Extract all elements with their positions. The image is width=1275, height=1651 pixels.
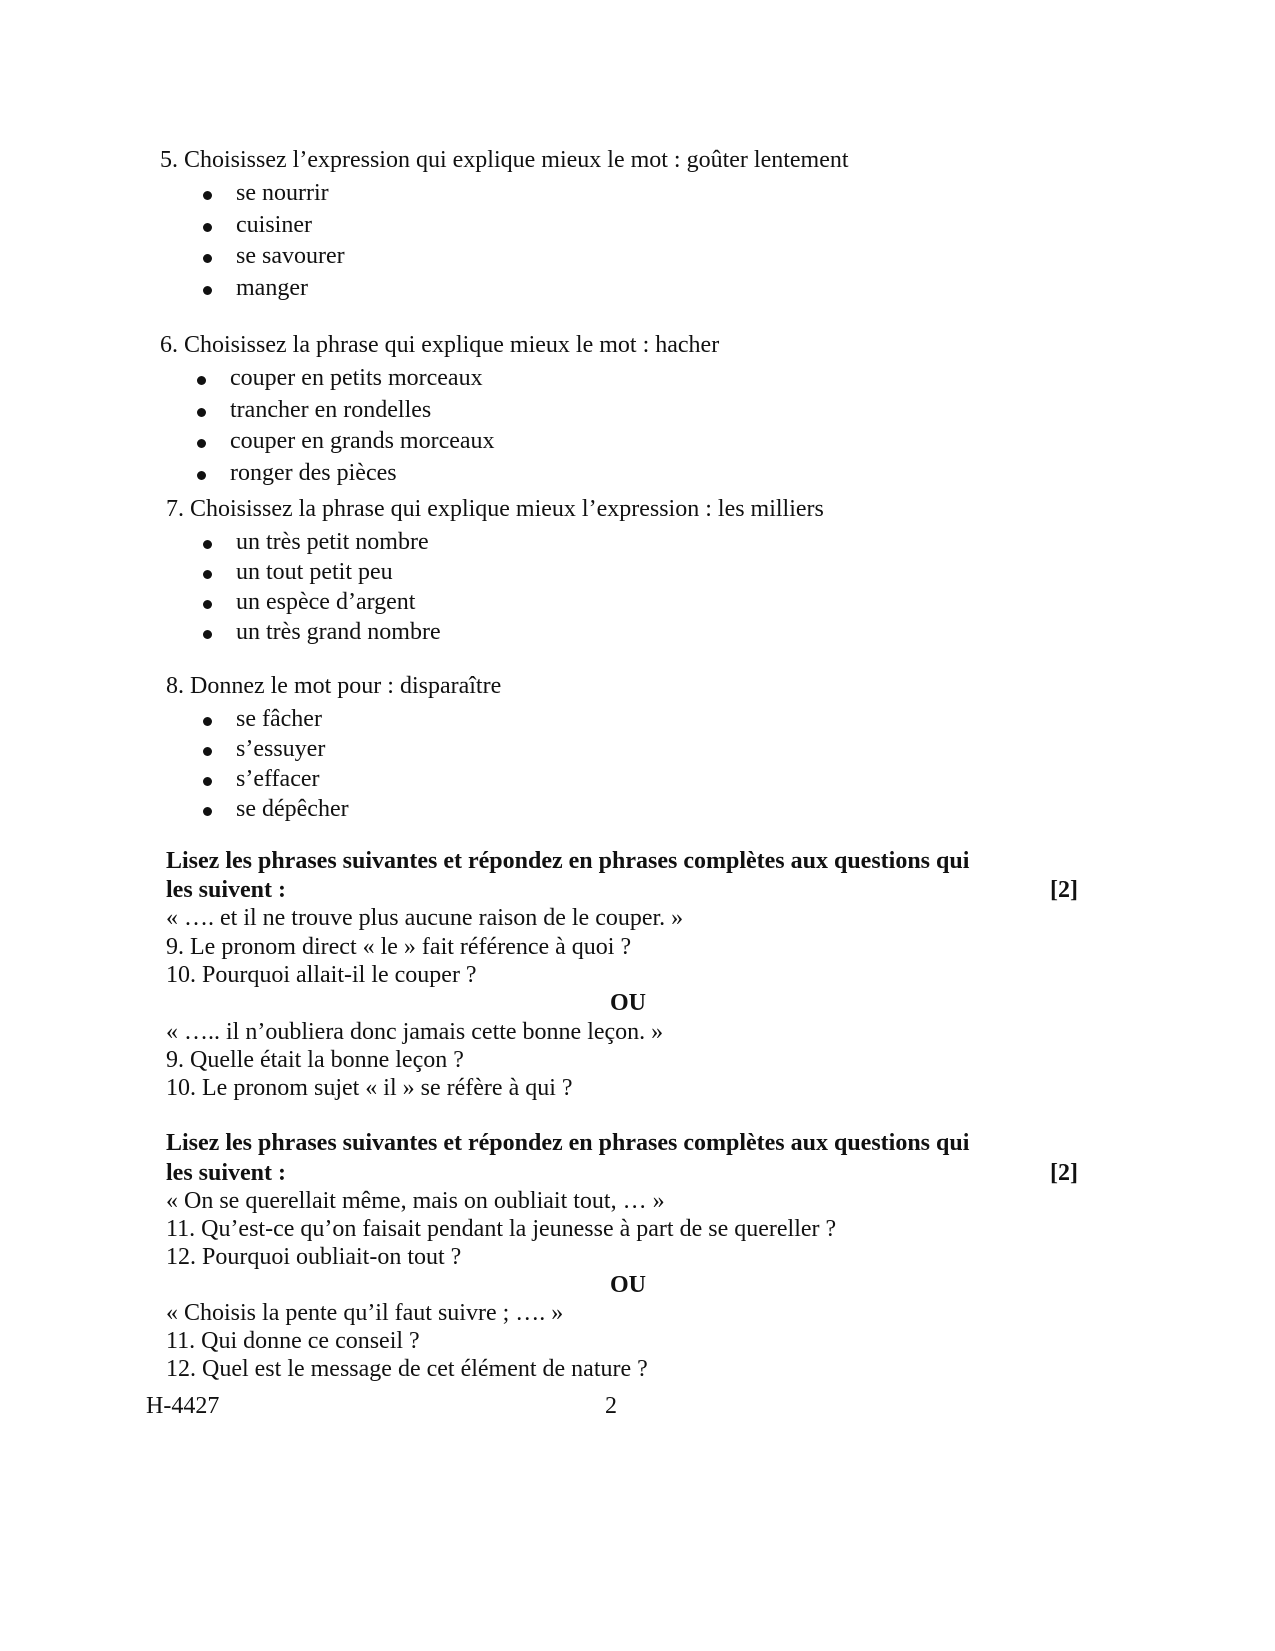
question-6: 6. Choisissez la phrase qui explique mieux le mot : hacher xyxy=(160,332,720,358)
list-item: couper en grands morceaux xyxy=(194,426,495,458)
list-item: manger xyxy=(200,273,345,305)
section-1-heading: Lisez les phrases suivantes et répondez en phrases complètes aux questions qui xyxy=(166,848,970,874)
section-1-quote-a: « …. et il ne trouve plus aucune raison de le couper. » xyxy=(166,905,684,931)
question-5: 5. Choisissez l’expression qui explique mieux le mot : goûter lentement xyxy=(160,147,849,173)
list-item: cuisiner xyxy=(200,210,345,242)
list-item: un très grand nombre xyxy=(200,617,441,647)
question-7-options xyxy=(200,527,441,647)
list-item: se dépêcher xyxy=(200,794,349,824)
question-8: 8. Donnez le mot pour : disparaître xyxy=(166,673,502,699)
list-item: se nourrir xyxy=(200,178,345,210)
question-11b: 11. Qui donne ce conseil ? xyxy=(166,1328,420,1354)
question-7: 7. Choisissez la phrase qui explique mieux l’expression : les milliers xyxy=(166,496,824,522)
or-label: OU xyxy=(610,990,646,1016)
question-10b: 10. Le pronom sujet « il » se réfère à qui ? xyxy=(166,1075,573,1101)
section-2-quote-a: « On se querellait même, mais on oubliait tout, … » xyxy=(166,1188,665,1214)
page-number: 2 xyxy=(605,1393,617,1419)
section-2-quote-b: « Choisis la pente qu’il faut suivre ; …. » xyxy=(166,1300,564,1326)
section-2-heading: Lisez les phrases suivantes et répondez en phrases complètes aux questions qui xyxy=(166,1130,970,1156)
list-item: se savourer xyxy=(200,241,345,273)
list-item: un tout petit peu xyxy=(200,557,441,587)
question-11a: 11. Qu’est-ce qu’on faisait pendant la jeunesse à part de se quereller ? xyxy=(166,1216,837,1242)
question-12a: 12. Pourquoi oubliait-on tout ? xyxy=(166,1244,462,1270)
list-item: couper en petits morceaux xyxy=(194,363,495,395)
list-item: ronger des pièces xyxy=(194,458,495,490)
list-item: s’effacer xyxy=(200,764,349,794)
or-label: OU xyxy=(610,1272,646,1298)
document-code: H-4427 xyxy=(146,1393,220,1419)
question-5-options xyxy=(200,178,345,304)
section-1-marks: [2] xyxy=(1050,877,1078,903)
question-9a: 9. Le pronom direct « le » fait référence à quoi ? xyxy=(166,934,632,960)
list-item: un très petit nombre xyxy=(200,527,441,557)
section-1-heading-cont: les suivent : xyxy=(166,877,286,903)
section-2-marks: [2] xyxy=(1050,1160,1078,1186)
question-9b: 9. Quelle était la bonne leçon ? xyxy=(166,1047,464,1073)
section-1-quote-b: « ….. il n’oubliera donc jamais cette bonne leçon. » xyxy=(166,1019,664,1045)
list-item: trancher en rondelles xyxy=(194,395,495,427)
question-12b: 12. Quel est le message de cet élément de nature ? xyxy=(166,1356,648,1382)
list-item: se fâcher xyxy=(200,704,349,734)
list-item: s’essuyer xyxy=(200,734,349,764)
list-item: un espèce d’argent xyxy=(200,587,441,617)
question-8-options xyxy=(200,704,349,824)
section-2-heading-cont: les suivent : xyxy=(166,1160,286,1186)
question-10a: 10. Pourquoi allait-il le couper ? xyxy=(166,962,477,988)
question-6-options xyxy=(194,363,495,489)
